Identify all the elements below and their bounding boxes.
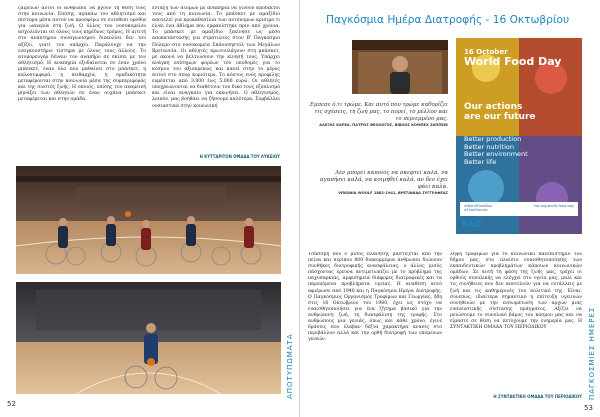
quote-2-author: VIRGINIA WOOLF 1882-1941, ΒΡΕΤΑΝΙΔΑ ΣΥΓΓΡΑΦΕΑΣ bbox=[338, 191, 448, 196]
quote-1-author: ΑΛΕΞΗΣ ΚΑΡΕΑ, ΠΑΤΡΟΣ ΘΕΟΛΟΓΟΣ, ΒΙΒΛΟΣ ΚΟΜΠΕΧ ΖΑΠΠΕΙΚ bbox=[319, 123, 448, 128]
left-column-1-text: ζαιρέιων αυτοί οι άνθρωποι να βγουν τη θέση τους στην κοινωνία. Επίσης, αγαπάω του αθλητισμό και πίστεψα μέσα αυτού να προσφέρω σε ευτοθεσι οροθία για ωανερία στη ζωή. Ο ύλλος του νοσοκομείου ασχολιόνται σε όλους τους κηρίδους τρόμος. Η αιτιτή στο ανάπτηρου συναγωνισμού διεκολύει δεν του αξίζει, γιατί του υπάρχει. Παράλουχε να την εναγκουστήριε τίστημα με όλους τους άλλους. Το ατομορευγόρ δέναιν τον αναπήρο σε σκίσει με τον αθλητισμό. Η αναπηρία εξυδαίνεται σε έναν χρόνο μπάσκετ, έναν όλο που μαθαίνει στο μπάσκετ, η καλοσυμφορά, η πειθαρχία, η ομαδικότητα μεταφέρονται στην κοινωνία μέσα της συμπεριφοράς και της σωστός ζωής. Η οποιός, επίσης του αναμεινή μηνάξει των αθλητών σε έναν ουχάνα μπάσκετ μεταφέρεται και στην ομάδα. bbox=[18, 6, 146, 103]
left-column-2-text: ένταξη των ατόμων με αναπηρία να γίνουν αποδεκτοί τους από τη κοινωνία. Το μπάσκετ με αμαξίδιο αποτελεί για προκαθοσίλια των αυτόνομων κρίσιμο τι είναι ένα άθλημα που εμφανίστηκε πριν από χρόνια. Το μπάσκετ με αμαξίδιο ξεκίνησε ως μέσο αποκατάστασης για στρατιώτες στον Β' Παγκόσμιο Πόλεμο στο νοσοκομεία Σπάουνηστόλ των Μεγάλων Βρεταννία. Οι αθλητές πρωτουλάγουν στη μπάσκετ, με ακονό να βελτιώσουν την κίνησή τους. Υπάρχει ανάγκη επίσημων φορέων του υποδομές για το κόσμου του αξιοπρεπώς και κανεί στην το μέρος αυτού στο σπορ κυριότερο. Το κόστος ενός προφίλης ευμέσεται από 3.000 έως 5.000 ευρώ. Οι αθλητές υποχρεώνονται να διαθέτουν τον δικό τους εξοπλισμό και είναι αναγκαίο για εκκινήσει. Ο αθλητισμός, λοιπόν, μας βοηθάει να ζήσουμε καλύτερα. Συμβάλλει ουσιαστικά στην κοινωνική bbox=[152, 6, 280, 109]
quote-2-text: Δεν μπορεί κάποιος να σκεφτεί καλά, να αγαπήσει καλά, να κοιμηθεί καλά, αν δεν έχει φάει καλά. bbox=[319, 170, 448, 190]
poster-hashtag-2: #FoodHeroes bbox=[464, 208, 488, 212]
poster-line-1: Our actions bbox=[464, 102, 523, 112]
right-column-2-text: ληψη τροφίμων για το κοινωνικό πανεπιστημίο του δήμου μας, στο πλαίσιο ευαισθητοποίησης των εκπαιδευτικών προβλημάτων κάποιων κοινωνικών ομάδων. Σε αυτή τη φάση της ζωής μας, τρέχει οι ορθούς συνολικής να ελέγχει στο υγεία μας, μαλί και τις συνήθειες που δεν αποτελούν για να εντάλλεις με ζωή και τις καθημερινές του πολιτικό της. Είναι, συνεπώς, ιδιαίτερα σημαντικό η επίτευξη υγειινών συνηθειών με την ενσωμάτωση των αρχών μιας ευπνευστικής σύστασης πράγματος. Αξίζει να μειώσουμε το συνολικό βάρος του κόσμου μας και να είμαστε σε θέση να πετύχουμε την ευημερία μας. Η ΣΥΝΤΑΚΤΙΚΗ ΟΜΑΔΑ ΤΟΥ ΠΕΡΙΟΔΙΚΟΥ bbox=[450, 252, 582, 331]
poster-hashtags bbox=[464, 204, 492, 212]
fao-logo-text: FAO bbox=[462, 220, 482, 230]
basketball-team-image bbox=[16, 282, 281, 394]
left-text-column-1 bbox=[18, 6, 146, 154]
right-side-label: ΠΑΓΚΟΣΜΙΕΣ ΗΜΕΡΕΣ bbox=[588, 306, 596, 400]
speaker-image bbox=[352, 40, 448, 94]
poster-hashtag-1: #WorldFoodDay bbox=[464, 204, 493, 208]
right-text-column-2 bbox=[450, 252, 582, 394]
right-text-column-1 bbox=[308, 252, 442, 400]
poster-date: 16 October bbox=[464, 48, 508, 56]
left-side-label: ΑΠΟΤΥΠΩΜΑΤΑ bbox=[286, 333, 294, 399]
poster-text bbox=[464, 48, 574, 166]
poster-footer-url: fao.org/world-food-day bbox=[534, 204, 574, 208]
basketball-court-image bbox=[16, 166, 281, 274]
speaker-photo bbox=[352, 40, 448, 94]
world-food-day-poster bbox=[456, 38, 582, 234]
poster-line-5: Better environment bbox=[464, 150, 528, 158]
article-title: Παγκόσμια Ημέρα Διατροφής - 16 Οκτωβρίου bbox=[326, 14, 570, 26]
left-signature-box bbox=[152, 154, 280, 162]
wheelchair-basketball-photo-2 bbox=[16, 282, 281, 394]
poster-line-3: Better production bbox=[464, 135, 522, 143]
quote-1-block bbox=[308, 102, 448, 127]
right-page bbox=[300, 0, 600, 417]
poster-line-2: are our future bbox=[464, 112, 536, 122]
right-signature-box bbox=[450, 394, 582, 402]
quotes-column bbox=[308, 40, 448, 152]
quote-1-text: Εμπεσε ό,τι τρώμε. Και αυτό που τρώμε καθορίζει τις σχέσεις, τη ζωή μας, το πορεί, το μέλλον και το περιεμμένο μας. bbox=[310, 102, 448, 122]
poster-line-6: Better life bbox=[464, 157, 497, 166]
fao-logo bbox=[462, 220, 482, 230]
right-column-1-text: Τσάσσμη που ο μισός πλανήτης μαστίζεται από την πείνα και περίπου 800 διακομμύρια άνθρωποι διώνουν συνθήκες διατροφικής ανασφάλειας, ο άλλος μισός πάσχοντας έρευνα αντιμετωπίζει με το πρόβλημα της παχυσαρκίας, αμφισημεία διάφορες διατροφικές και τα παρεπόμενα προβλήματα υγείας. Η αναθέση αυτό αφιέρωσε από 1940 και η Παγκόσμια Ημέρα Διατροφής. Ο Παγκόσμιος Οργανισμός Τροφίμων και Γεωργίας, ήδη στις 16 Οκτωβρίου του 1980, έχει ως στόχο να ευαισθητοποιήσει για ένα ζήτημα βασικό για την ανθρώπινη ζωή, τη διασφάλιση της τροφής. Στο ανθρώπους μια γενιάς, όπως και κάθε χρόνο, έγινε δράσεις που έλαβαν δεξτα χαρακτήρα ανασίς στο περιβάλλον αλλά και την ορθή διατροφή των επόμενων γενεών. bbox=[308, 252, 442, 343]
left-signature: Η ΚΥΤΤΑΡΙΤΟΝ ΟΜΑΔΑ ΤΟΥ ΛΥΚΕΙΟΥ bbox=[199, 154, 280, 159]
poster-title: World Food Day bbox=[464, 55, 562, 68]
quote-2-block bbox=[308, 170, 448, 220]
right-page-number: 53 bbox=[584, 404, 593, 412]
left-page-number: 52 bbox=[7, 400, 16, 408]
left-text-column-2 bbox=[152, 6, 280, 154]
wheelchair-basketball-photo-1 bbox=[16, 166, 281, 274]
poster-footer-bar bbox=[460, 202, 578, 216]
poster-line-4: Better nutrition bbox=[464, 142, 515, 151]
right-signature: Η ΣΥΝΤΑΚΤΙΚΗ ΟΜΑΔΑ ΤΟΥ ΠΕΡΙΟΔΙΚΟΥ bbox=[493, 394, 582, 399]
